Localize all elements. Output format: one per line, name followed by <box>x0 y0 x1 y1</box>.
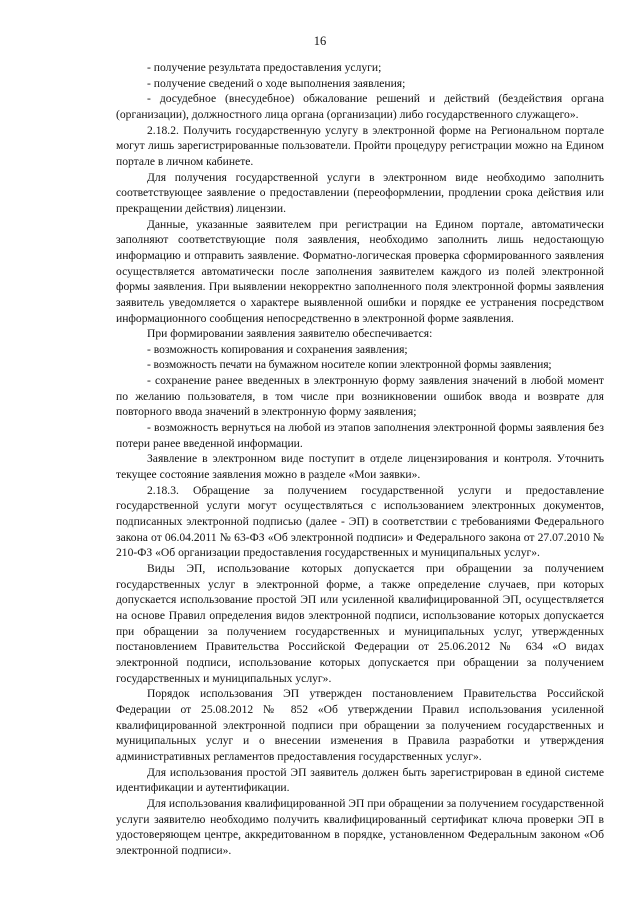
paragraph-application-electronic: Для получения государственной услуги в электронном виде необходимо заполнить соответствующее заявление о предоставлении (переоформлении, продлении срока действия или прекращении действия) лицензии. <box>116 170 604 215</box>
paragraph-list-item-progress: - получение сведений о ходе выполнения заявления; <box>147 76 406 90</box>
page-body <box>116 60 604 858</box>
paragraph-list-item-return: - возможность вернуться на любой из этапов заполнения электронной формы заявления без потери ранее введенной информации. <box>116 421 604 450</box>
paragraph-qualified-signature: Для использования квалифицированной ЭП при обращении за получением государственной услуги заявителю необходимо получить квалифицированный сертификат ключа проверки ЭП в удостоверяющем центре, аккредитованном в порядке, установленном Федеральным законом «Об электронной подписи». <box>116 796 605 857</box>
paragraph-list-item-print: - возможность печати на бумажном носителе копии электронной формы заявления; <box>147 358 552 372</box>
paragraph-signature-procedure: Порядок использования ЭП утвержден постановлением Правительства Российской Федерации от 25.08.2012 № 852 «Об утверждении Правил использования усиленной квалифицированной электронной подписи при обращении за получением государственных и муниципальных услуг и о внесении изменения в Правила разработки и утверждения административных регламентов предоставления государственных услуг». <box>116 687 604 763</box>
paragraph-signature-types: Виды ЭП, использование которых допускается при обращении за получением государственных услуг в электронной форме, а также определение случаев, при которых допускается использование простой ЭП или усиленной квалифицированной ЭП, осуществляется на основе Правил определения видов электронной подписи, использование которых допускается при обращении за получением государственных и муниципальных услуг, утвержденных постановлением Правительства Российской Федерации от 25.06.2012 № 634 «О видах электронной подписи, использование которых допускается при обращении за получением государственных и муниципальных услуг». <box>116 562 604 685</box>
paragraph-list-item-result: - получение результата предоставления услуги; <box>147 61 382 74</box>
paragraph-simple-signature: Для использования простой ЭП заявитель должен быть зарегистрирован в единой системе идентификации и аутентификации. <box>116 765 604 795</box>
paragraph-section-2-18-3: 2.18.3. Обращение за получением государственной услуги и предоставление государственной услуги могут осуществляться с использованием электронных документов, подписанных электронной подписью (далее - ЭП) в соответствии с требованиями Федерального закона от 06.04.2011 № 63-ФЗ «Об электронной подписи» и Федерального закона от 27.07.2010 № 210-ФЗ «Об организации предоставления государственных и муниципальных услуг». <box>116 483 604 560</box>
paragraph-list-item-save: - сохранение ранее введенных в электронную форму заявления значений в любой момент по желанию пользователя, в том числе при возникновении ошибок ввода и возврате для повторного ввода значений в электронную форму заявления; <box>116 374 604 419</box>
page-number: 16 <box>313 34 327 48</box>
paragraph-section-2-18-2: 2.18.2. Получить государственную услугу в электронной форме на Региональном портале могут лишь зарегистрированные пользователи. Пройти процедуру регистрации можно на Едином портале в личном кабинете. <box>116 123 604 168</box>
paragraph-applicant-provided: При формировании заявления заявителю обеспечивается: <box>147 327 433 341</box>
paragraph-application-received: Заявление в электронном виде поступит в отделе лицензирования и контроля. Уточнить текущее состояние заявления можно в разделе «Мои заявки». <box>116 452 604 482</box>
paragraph-list-item-appeal: - досудебное (внесудебное) обжалование решений и действий (бездействия органа (организации), должностного лица органа (организации) либо государственного служащего». <box>116 92 604 121</box>
paragraph-auto-fill: Данные, указанные заявителем при регистрации на Едином портале, автоматически заполняют соответствующие поля заявления, необходимо заполнить лишь недостающую информацию и отправить заявление. Форматно-логическая проверка сформированного заявления осуществляется автоматически после заполнения заявителем каждого из полей электронной формы заявления. При выявлении некорректно заполненного поля электронной формы заявления заявитель уведомляется о характере выявленной ошибки и порядке ее устранения посредством информационного сообщения непосредственно в электронной форме заявления. <box>116 217 604 325</box>
paragraph-list-item-copy: - возможность копирования и сохранения заявления; <box>147 342 408 356</box>
